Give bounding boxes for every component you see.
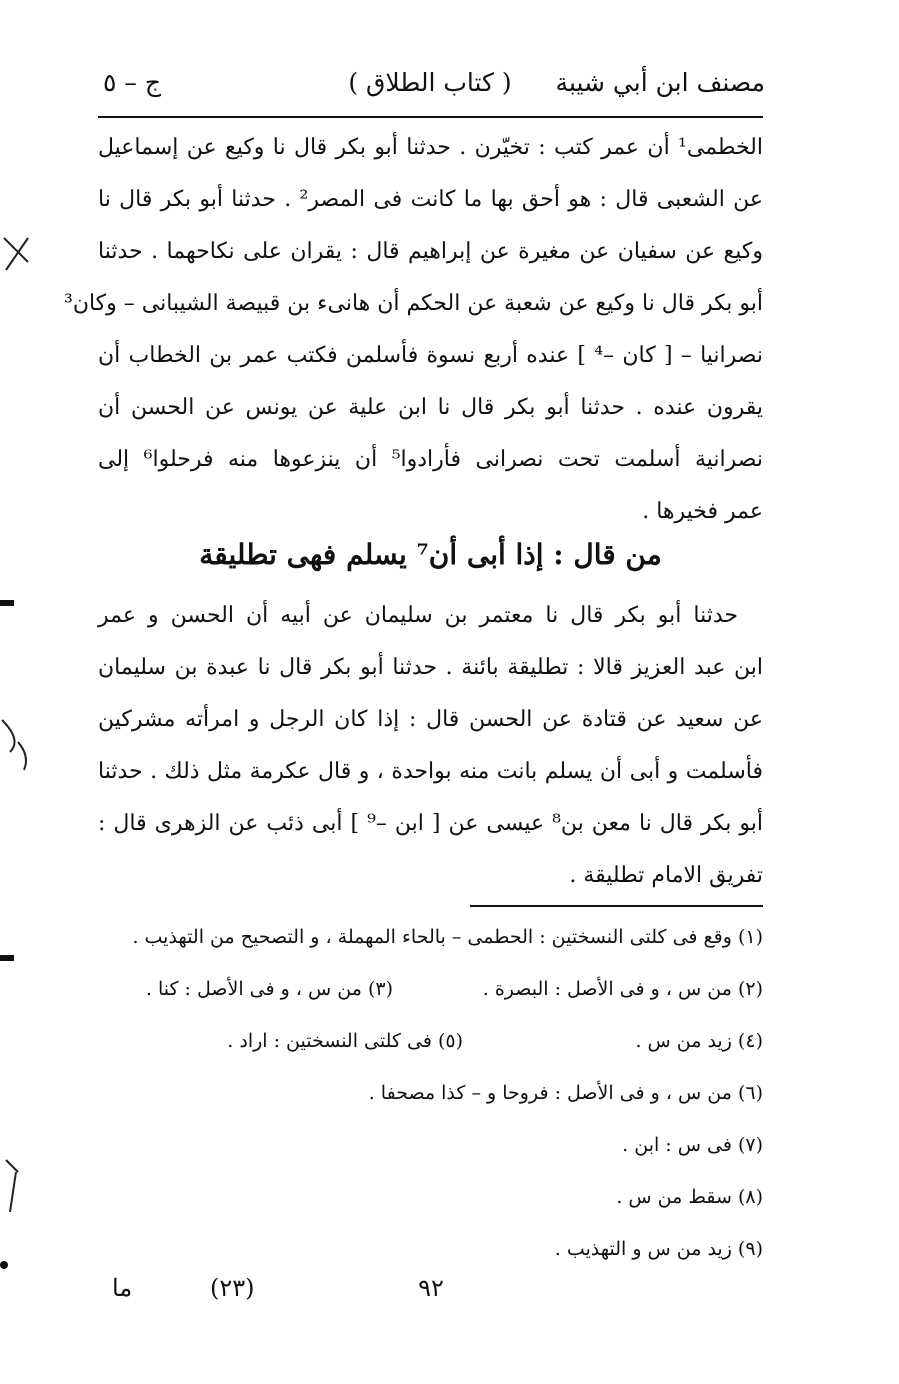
footnote-3: (٣) من س ، و فى الأصل : كنا . [145,978,393,1000]
footnote-1: (١) وقع فى كلتى النسختين : الحطمى – بالحاء المهملة ، و التصحيح من التهذيب . [132,926,763,948]
footnote-2: (٢) من س ، و فى الأصل : البصرة . [482,978,763,1000]
footnote-7: (٧) فى س : ابن . [622,1134,763,1156]
text-line: الخطمى¹ أن عمر كتب : تخيّرن . حدثنا أبو بكر قال نا وكيع عن إسماعيل [98,135,763,160]
footnote-4: (٤) زيد من س . [635,1030,763,1052]
margin-mark-cross [4,238,28,270]
volume-label: ج – ٥ [103,68,161,97]
footnote-5: (٥) فى كلتى النسختين : اراد . [227,1030,463,1052]
text-line: تفريق الامام تطليقة . [569,863,763,888]
book-title: مصنف ابن أبي شيبة [555,68,765,97]
margin-mark-tick [6,1160,18,1212]
text-line: أبو بكر قال نا وكيع عن شعبة عن الحكم أن هانىء بن قبيصة الشيبانى – وكان³ [63,291,763,316]
running-header [95,62,765,110]
margin-mark-bar [0,955,14,961]
footnote-8: (٨) سقط من س . [616,1186,763,1208]
header-rule [98,116,763,118]
text-line: عن سعيد عن قتادة عن الحسن قال : إذا كان الرجل و امرأته مشركين [98,707,763,732]
footnote-rule [470,905,763,907]
margin-mark-curl [2,720,26,770]
page-number: ٩٢ [418,1274,444,1302]
footnote-9: (٩) زيد من س و التهذيب . [554,1238,763,1260]
text-line: أبو بكر قال نا معن بن⁸ عيسى عن [ ابن –⁹ ] أبى ذئب عن الزهرى قال : [98,811,763,836]
page-footer [98,1270,763,1310]
text-line: نصرانية أسلمت تحت نصرانى فأرادوا⁵ أن ينزعوها منه فرحلوا⁶ إلى [98,447,763,472]
chapter-heading: من قال : إذا أبى أن⁷ يسلم فهى تطليقة [199,538,662,571]
text-line: ابن عبد العزيز قالا : تطليقة بائنة . حدثنا أبو بكر قال نا عبدة بن سليمان [98,655,763,680]
catchword: ما [112,1274,133,1302]
text-line: يقرون عنده . حدثنا أبو بكر قال نا ابن علية عن يونس عن الحسن أن [98,395,763,420]
text-line: عن الشعبى قال : هو أحق بها ما كانت فى المصر² . حدثنا أبو بكر قال نا [98,187,763,212]
footnote-6: (٦) من س ، و فى الأصل : فروحا و – كذا مصحفا . [368,1082,763,1104]
section-title: ( كتاب الطلاق ) [348,68,512,97]
margin-mark-dot [0,1261,8,1269]
text-line: فأسلمت و أبى أن يسلم بانت منه بواحدة ، و قال عكرمة مثل ذلك . حدثنا [98,759,763,784]
text-line: وكيع عن سفيان عن مغيرة عن إبراهيم قال : يقران على نكاحهما . حدثنا [98,239,763,264]
text-line: حدثنا أبو بكر قال نا معتمر بن سليمان عن أبيه أن الحسن و عمر [98,603,738,628]
margin-mark-bar [0,600,14,606]
signature-mark: (٢٣) [210,1274,255,1302]
text-line: عمر فخيرها . [642,499,763,524]
text-line: نصرانيا – [ كان –⁴ ] عنده أربع نسوة فأسلمن فكتب عمر بن الخطاب أن [98,343,763,368]
